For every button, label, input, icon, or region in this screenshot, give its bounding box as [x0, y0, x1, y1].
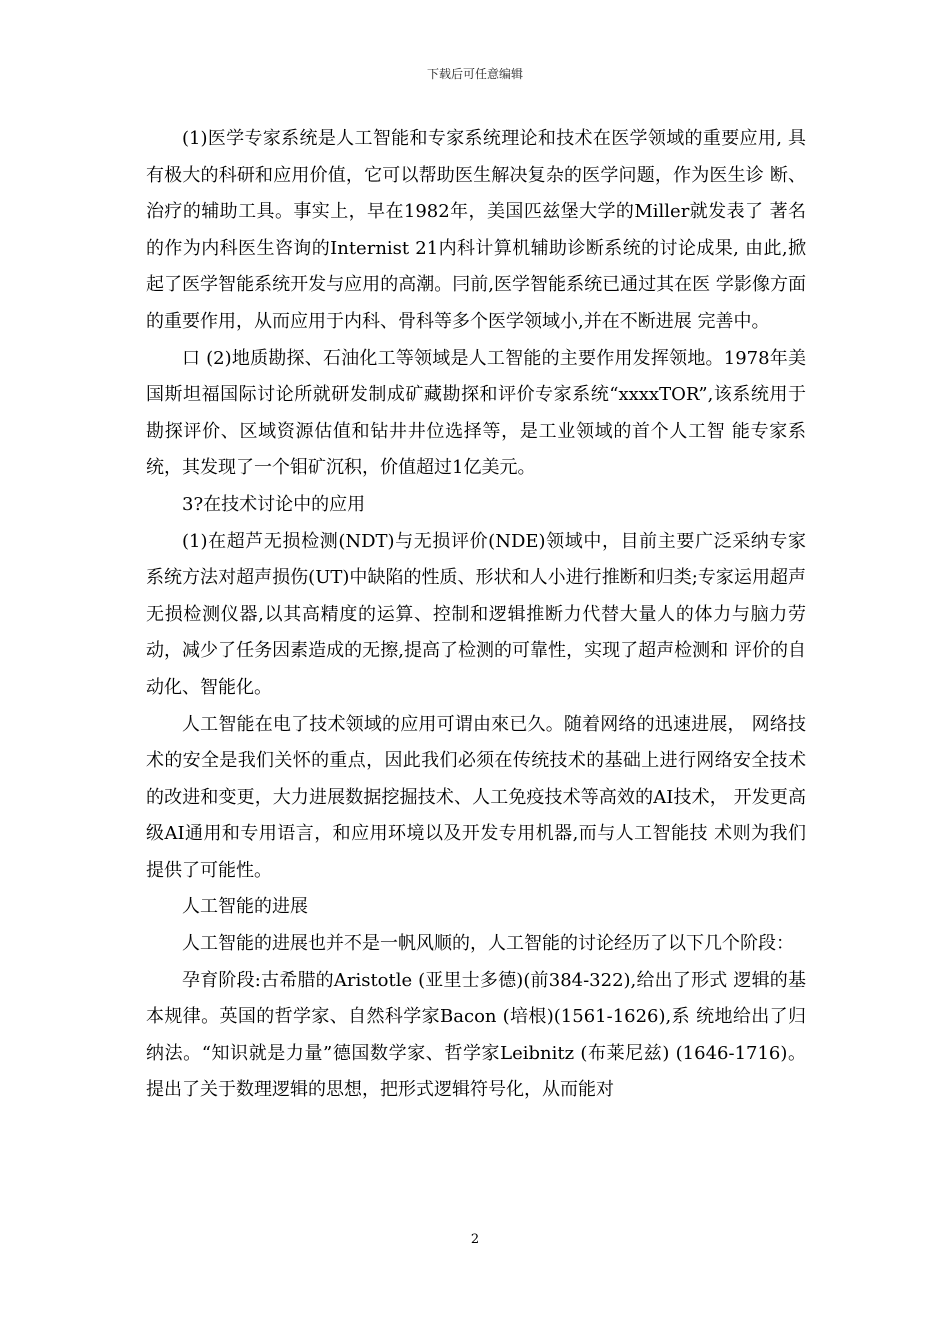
paragraph-network-security: 人工智能在电了技术领域的应用可谓由來已久。随着网络的迅速进展， 网络技术的安全是我们关怀的重点，因此我们必须在传统技术的基础上进行网络安全技术的改进和变更，大力进展数据挖掘技术、人工免疫技术等高效的AI技术， 开发更高级AI通用和专用语言，和应用环境以及开发专用机器,而与人工智能技 术则为我们提供了可能性。	[146, 713, 806, 881]
paragraph-medical-expert-system: (1)医学专家系统是人工智能和专家系统理论和技术在医学领域的重要应用, 具有极大的科研和应用价值，它可以帮助医生解决复杂的医学问题，作为医生诊 断、治疗的辅助工具。事实上，早在1982年，美国匹兹堡大学的Miller就发表了 著名的作为内科医生咨询的Internist 21内科计算机辅助诊断系统的讨论成果, 由此,掀起了医学智能系统开发与应用的高潮。冃前,医学智能系统已通过其在医 学影像方面的重要作用，从而应用于内科、骨科等多个医学领域小,并在不断进展 完善中。	[146, 128, 806, 332]
section-heading-ai-development: 人工智能的进展	[182, 896, 308, 918]
page-header: 下载后可任意编辑	[426, 67, 523, 81]
paragraph-incubation-stage: 孕育阶段:古希腊的Aristotle (亚里士多德)(前384-322),给出了形式 逻辑的基本规律。英国的哲学家、自然科学家Bacon (培根)(1561-1626),系 统地给出了归纳法。“知识就是力量”德国数学家、哲学家Leibnitz (布莱尼兹) (1646-1716)。提出了关于数理逻辑的思想，把形式逻辑符号化，从而能对	[146, 969, 806, 1101]
section-heading-technical-research: 3?在技术讨论中的应用	[182, 493, 366, 515]
document-body	[146, 121, 806, 1109]
paragraph-geological-exploration: 口 (2)地质勘探、石油化工等领域是人工智能的主要作用发挥领地。1978年美 国斯坦福国际讨论所就研发制成矿藏勘探和评价专家系统“xxxxTOR”,该系统用于勘探评价、区域资源估值和钻井井位选择等，是工业领域的首个人工智 能专家系统，其发现了一个钼矿沉积，价值超过1亿美元。	[146, 347, 806, 479]
paragraph-ai-stages-intro: 人工智能的进展也并不是一帆风顺的，人工智能的讨论经历了以下几个阶段：	[182, 933, 794, 955]
paragraph-ultrasonic-testing: (1)在超芦无损检测(NDT)与无损评价(NDE)领域中，目前主要广泛采纳专家系统方法对超声损伤(UT)中缺陷的性质、形状和人小进行推断和归类;专家运用超声无损检测仪器,以其高精度的运算、控制和逻辑推断力代替大量人的体力与脑力劳动，减少了任务因素造成的无擦,提高了检测的可靠性，实现了超声检测和 评价的自动化、智能化。	[146, 530, 806, 698]
page-number: 2	[470, 1232, 480, 1247]
